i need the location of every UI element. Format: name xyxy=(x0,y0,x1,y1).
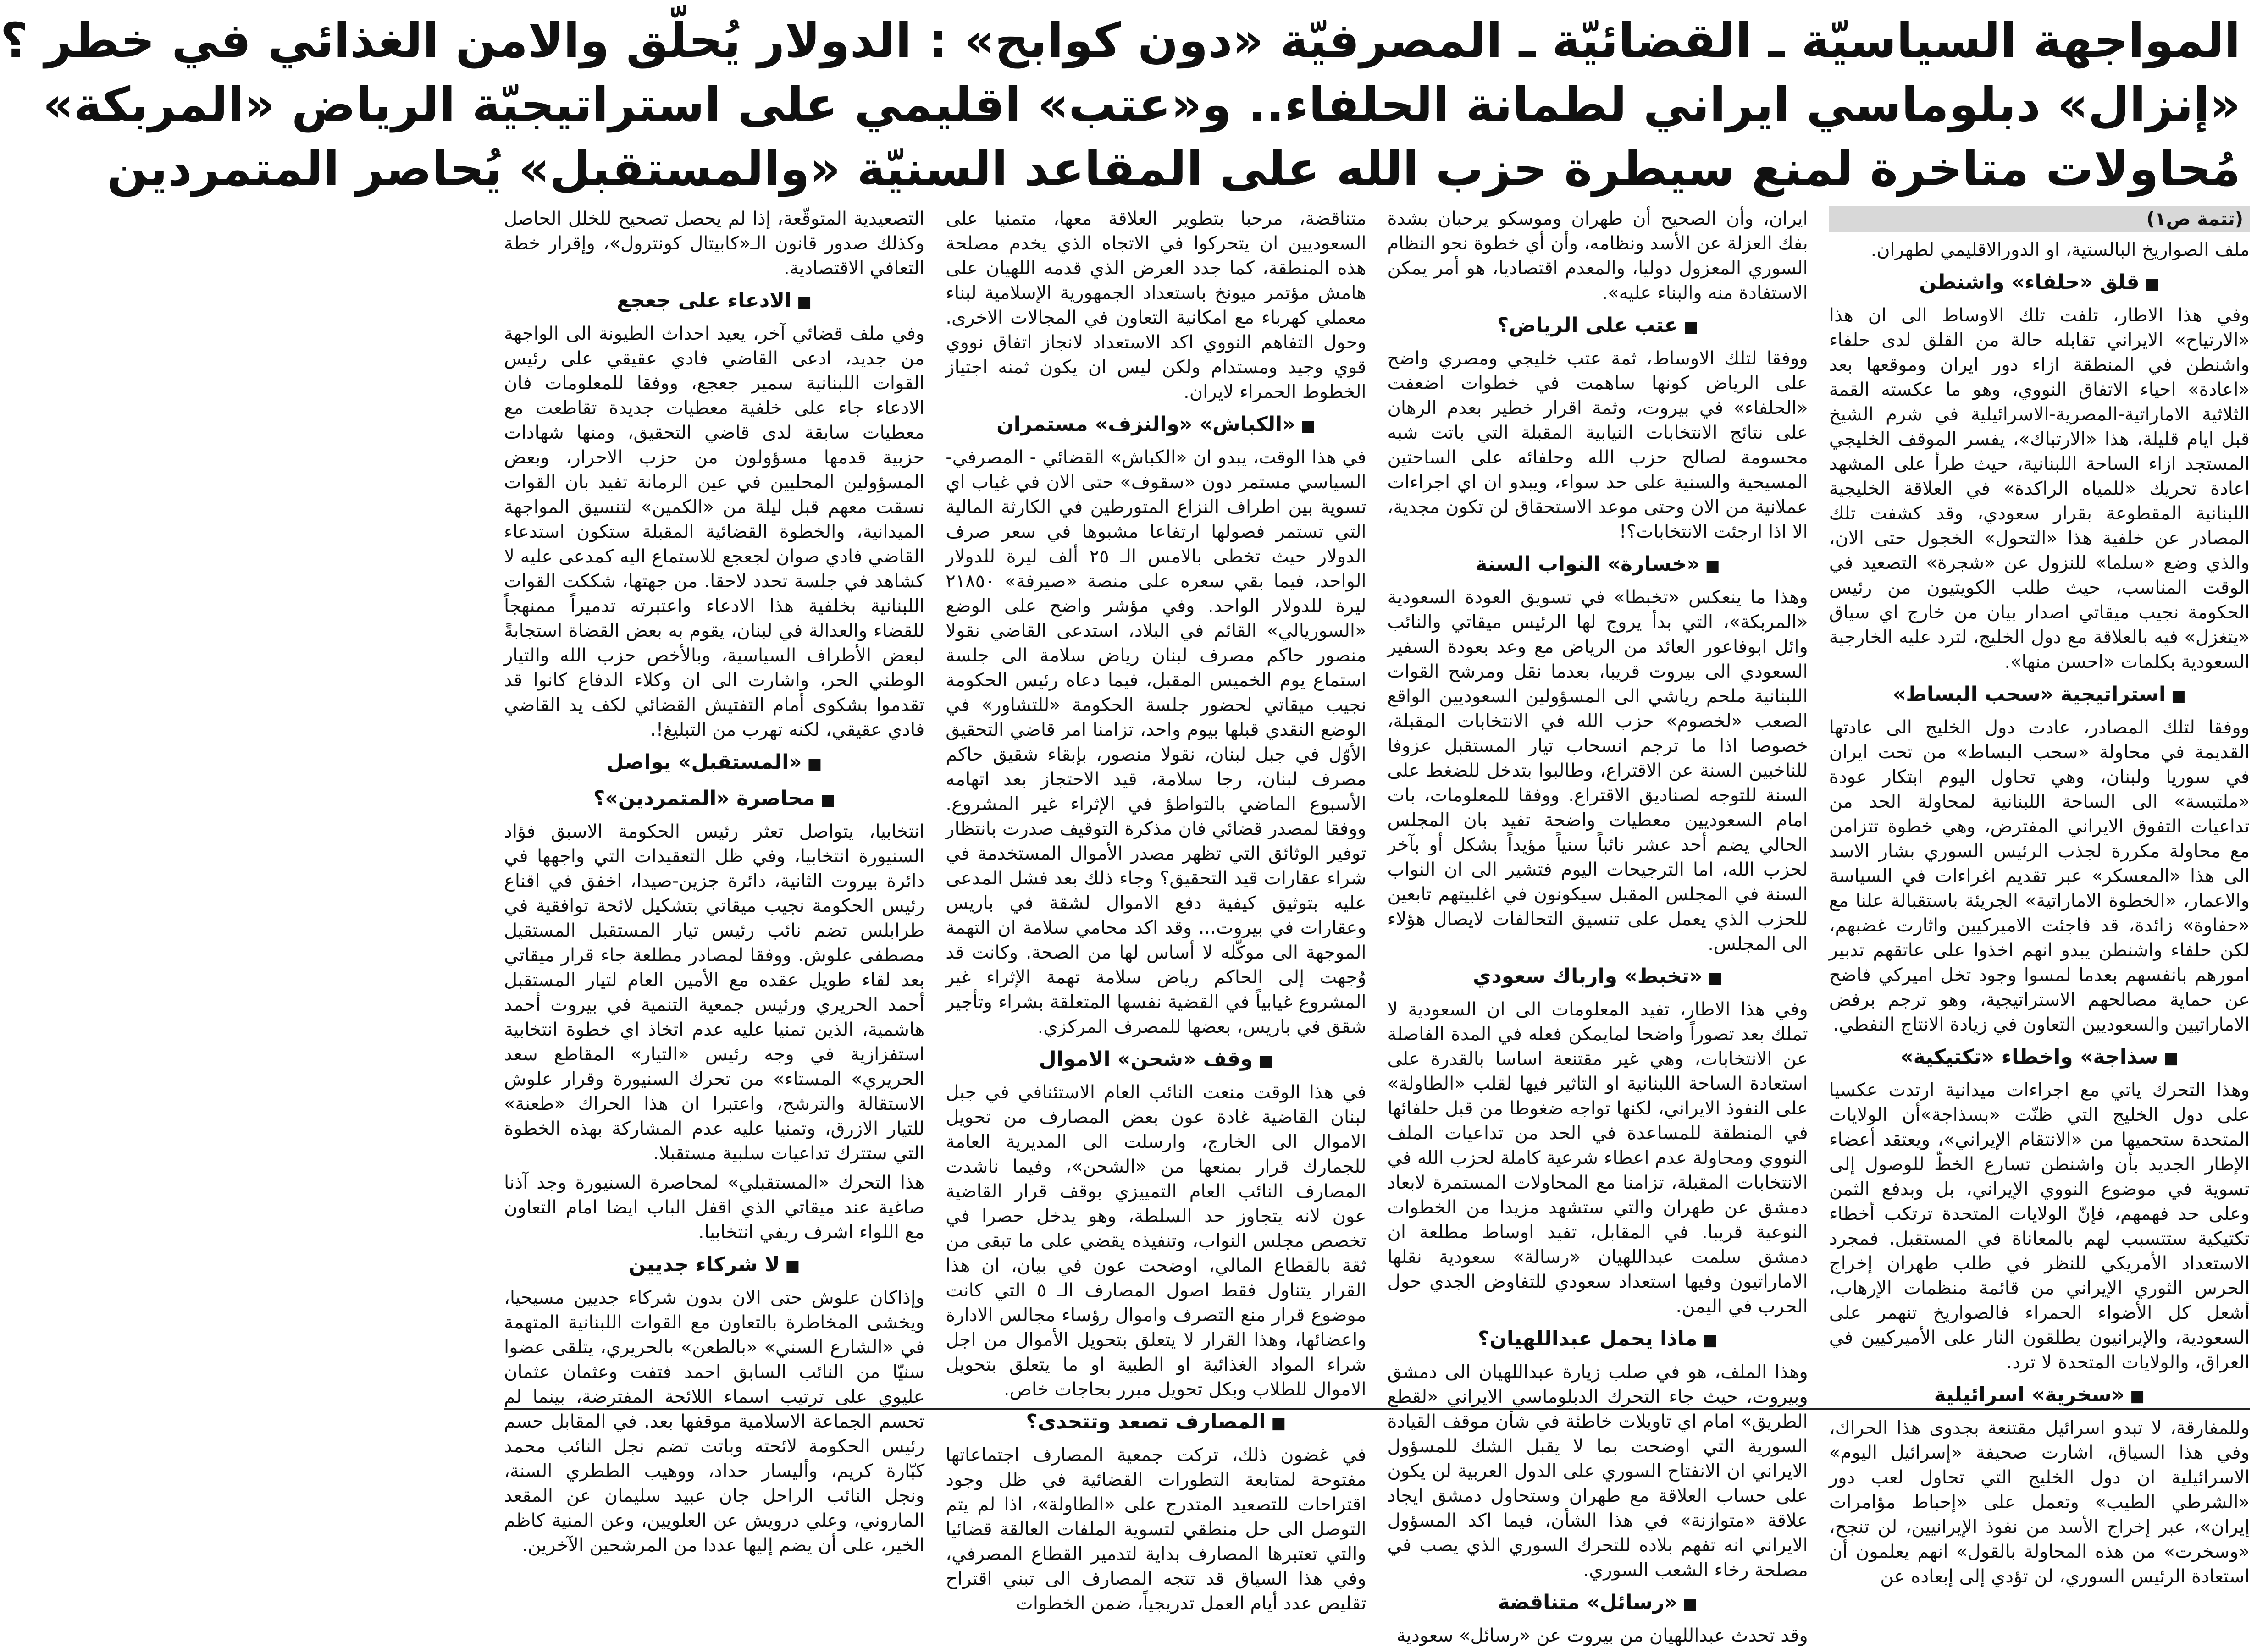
subheading: ■ قلق «حلفاء» واشنطن xyxy=(1829,267,2250,299)
column-1 xyxy=(1829,206,2250,1587)
subheading: ■ «خسارة» النواب السنة xyxy=(1388,549,1808,581)
subheading: ■ عتب على الرياض؟ xyxy=(1388,310,1808,342)
subheading: ■ سذاجة» واخطاء «تكتيكية» xyxy=(1829,1042,2250,1074)
paragraph: وهذا الملف، هو في صلب زيارة عبداللهيان الى دمشق وبيروت، حيث جاء التحرك الدبلوماسي الايراني «لقطع الطريق» امام اي تاويلات خاطئة في شأن موقف القيادة السورية التي اوضحت بما لا يقبل الشك للمسؤول الايراني ان الانفتاح السوري على الدول العربية لن يكون على حساب العلاقة مع طهران وستحاول دمشق ايجاد علاقة «متوازنة» في هذا الشأن، فيما اكد المسؤول الايراني انه تفهم بلاده للتحرك السوري الذي يصب في مصلحة رخاء الشعب السوري. xyxy=(1387,1361,1808,1581)
paragraph: متناقضة، مرحبا بتطوير العلاقة معها، متمنيا على السعوديين ان يتحركوا في الاتجاه الذي يخدم مصلحة هذه المنطقة، كما جدد العرض الذي قدمه اللهيان على هامش مؤتمر ميونخ باستعداد الجمهورية الإسلامية لبناء معملي كهرباء مع امكانية التعاون في المجالات الاخرى. وحول التفاهم النووي اكد الاستعداد لانجاز اتفاق نووي قوي وجيد ومستدام ولكن ليس ان يكون ثمنه اجتياز الخطوط الحمراء لايران. xyxy=(946,208,1366,402)
column-3 xyxy=(946,206,1366,1614)
article-columns xyxy=(504,206,2250,1646)
subheading: ■ استراتيجية «سحب البساط» xyxy=(1829,679,2250,711)
paragraph: وهذا ما ينعكس «تخبطا» في تسويق العودة السعودية «المربكة»، التي بدأ يروج لها الرئيس ميقاتي والنائب وائل ابوفاعور العائد من الرياض مع وعد بعودة السفير السعودي الى بيروت قريبا، بعدما نقل ومرشح القوات اللبنانية ملحم رياشي الى المسؤولين السعوديين الواقع الصعب «لخصوم» حزب الله في الانتخابات المقبلة، خصوصا اذا ما ترجم انسحاب تيار المستقبل عزوفا للناخبين السنة عن الاقتراع، وطالبوا بتدخل للضغط على السنة للتوجه لصناديق الاقتراع. ووفقا للمعلومات، بات امام السعوديين معطيات واضحة تفيد بان المجلس الحالي يضم أحد عشر نائباً سنياً مؤيداً بشكل أو بآخر لحزب الله، اما الترجيحات اليوم فتشير الى ان النواب السنة في المجلس المقبل سيكونون في اغلبيتهم تابعين للحزب الذي يعمل على تنسيق التحالفات لايصال هؤلاء الى المجلس. xyxy=(1387,587,1808,954)
paragraph: التصعيدية المتوقّعة، إذا لم يحصل تصحيح للخلل الحاصل وكذلك صدور قانون الـ«كابيتال كونترول»، وإقرار خطة التعافي الاقتصادية. xyxy=(504,208,925,279)
paragraph: انتخابيا، يتواصل تعثر رئيس الحكومة الاسبق فؤاد السنيورة انتخابيا، وفي ظل التعقيدات التي واجهها في دائرة بيروت الثانية، دائرة جزين-صيدا، اخفق في اقناع رئيس الحكومة نجيب ميقاتي بتشكيل لائحة توافقية في طرابلس تضم نائب رئيس تيار المستقبل المستقيل مصطفى علوش. ووفقا لمصادر مطلعة جاء قرار ميقاتي بعد لقاء طويل عقده مع الأمين العام لتيار المستقبل أحمد الحريري ورئيس جمعية التنمية في بيروت أحمد هاشمية، الذين تمنيا عليه عدم اتخاذ اي خطوة انتخابية استفزازية في وجه رئيس «التيار» المقاطع سعد الحريري» المستاء» من تحرك السنيورة وقرار علوش الاستقالة والترشح، واعتبرا ان هذا الحراك «طعنة» للتيار الازرق، وتمنيا عليه عدم المشاركة بهذه الخطوة التي ستترك تداعيات سلبية مستقبلا. xyxy=(504,821,925,1164)
column-2 xyxy=(1387,206,1808,1646)
paragraph: وفي هذا الاطار، تلفت تلك الاوساط الى ان هذا «الارتياح» الايراني تقابله حالة من القلق لدى حلفاء واشنطن في المنطقة ازاء دور ايران وموقعها بعد «اعادة» احياء الاتفاق النووي، وهو ما عكسته القمة الثلاثية الاماراتية-المصرية-الاسرائيلية في شرم الشيخ قبل ايام قليلة، هذا «الارتباك»، يفسر الموقف الخليجي المستجد ازاء الساحة اللبنانية، حيث طرأ على المشهد اعادة تحريك «للمياه الراكدة» في العلاقة الخليجية اللبنانية المقطوعة بقرار سعودي، وقد كشفت تلك المصادر عن خلفية هذا «التحول» الخجول حتى الان، والذي وضع «سلما» للنزول عن «شجرة» التصعيد في الوقت المناسب، حيث طلب الكويتيون من رئيس الحكومة نجيب ميقاتي اصدار بيان من خارج اي سياق «يتغزل» فيه بالعلاقة مع دول الخليج، لترد عليه الخارجية السعودية بكلمات «احسن منها». xyxy=(1829,305,2250,672)
subheading: ■ «المستقبل» يواصل xyxy=(504,747,924,779)
subheading: ■ المصارف تصعد وتتحدى؟ xyxy=(946,1406,1366,1439)
bottom-divider xyxy=(504,1408,2250,1410)
paragraph: وفي هذا الاطار، تفيد المعلومات الى ان السعودية لا تملك بعد تصوراً واضحا لمايمكن فعله في المدة الفاصلة عن الانتخابات، وهي غير مقتنعة اساسا بالقدرة على استعادة الساحة اللبنانية او التاثير فيها لقلب «الطاولة» على النفوذ الايراني، لكنها تواجه ضغوطا من قبل حلفائها في المنطقة للمساعدة في الحد من تداعيات الملف النووي ومحاولة عدم اعطاء شرعية كاملة لحزب الله في الانتخابات المقبلة، تزامنا مع المحاولات المستمرة لابعاد دمشق عن طهران والتي ستشهد مزيدا من الخطوات النوعية قريبا. في المقابل، تفيد اوساط مطلعة ان دمشق سلمت عبداللهيان «رسالة» سعودية نقلها الاماراتيون وفيها استعداد سعودي للتفاوض الجدي حول الحرب في اليمن. xyxy=(1387,999,1808,1317)
third-headline: مُحاولات متاخرة لمنع سيطرة حزب الله على المقاعد السنيّة «والمستقبل» يُحاصر المتمردين xyxy=(106,141,2240,197)
subheading: ■ ماذا يحمل عبداللهيان؟ xyxy=(1388,1323,1808,1356)
paragraph: وللمفارقة، لا تبدو اسرائيل مقتنعة بجدوى هذا الحراك، وفي هذا السياق، اشارت صحيفة «إسرائيل اليوم» الاسرائيلية ان دول الخليج التي تحاول لعب دور «الشرطي الطيب» وتعمل على «إحباط مؤامرات إيران»، عبر إخراج الأسد من نفوذ الإيرانيين، لن تنجح، «وسخرت» من هذه المحاولة بالقول» انهم يعلمون أن استعادة الرئيس السوري، لن تؤدي إلى إبعاده عن xyxy=(1829,1417,2250,1587)
paragraph: في غضون ذلك، تركت جمعية المصارف اجتماعاتها مفتوحة لمتابعة التطورات القضائية في ظل وجود اقتراحات للتصعيد المتدرج على «الطاولة»، اذا لم يتم التوصل الى حل منطقي لتسوية الملفات العالقة قضائيا والتي تعتبرها المصارف بداية لتدمير القطاع المصرفي، وفي هذا السياق قد تتجه المصارف الى تبني اقتراح تقليص عدد أيام العمل تدريجياً، ضمن الخطوات xyxy=(946,1444,1366,1614)
subheading: ■ الادعاء على جعجع xyxy=(504,285,924,318)
paragraph: وهذا التحرك ياتي مع اجراءات ميدانية ارتدت عكسيا على دول الخليج التي ظنّت «بسذاجة»أن الولايات المتحدة ستحميها من «الانتقام الإيراني»، ويعتقد أعضاء الإطار الجديد بأن واشنطن تسارع الخطّ للوصول إلى تسوية في موضوع النووي الإيراني، بل وبدفع الثمن وعلى حد فهمهم، فإنّ الولايات المتحدة ترتكب أخطاء تكتيكية ستتسبب لهم بالمعاناة في المستقبل. فمجرد الاستعداد الأمريكي للنظر في طلب طهران إخراج الحرس الثوري الإيراني من قائمة منظمات الإرهاب، أشعل كل الأضواء الحمراء فالصواريخ تنهمر على السعودية، والإيرانيون يطلقون النار على الأميركيين في العراق، والولايات المتحدة لا ترد. xyxy=(1829,1080,2250,1373)
subheading: ■ «سخرية» اسرائيلية xyxy=(1829,1379,2250,1412)
paragraph: هذا التحرك «المستقبلي» لمحاصرة السنيورة وجد آذنا صاغية عند ميقاتي الذي اقفل الباب ايضا امام التعاون مع اللواء اشرف ريفي انتخابيا. xyxy=(504,1172,925,1243)
subheading: ■ لا شركاء جديين xyxy=(504,1249,924,1282)
subheading: ■ وقف «شحن» الاموال xyxy=(946,1044,1366,1076)
column-4 xyxy=(504,206,925,1556)
subheading: ■ «تخبط» وارباك سعودي xyxy=(1388,961,1808,993)
subheading: ■ «رسائل» متناقضة xyxy=(1388,1587,1808,1620)
paragraph: ووفقا لتلك المصادر، عادت دول الخليج الى عادتها القديمة في محاولة «سحب البساط» من تحت ايران في سوريا ولبنان، وهي تحاول اليوم ابتكار عودة «ملتبسة» الى الساحة اللبنانية لمحاولة الحد من تداعيات التفوق الايراني المفترض، وهي خطوة تتزامن مع محاولة مكررة لجذب الرئيس السوري بشار الاسد الى هذا «المعسكر» عبر تقديم اغراءات في السياسة والاعمار، «الخطوة الاماراتية» الجريئة باستقبالة علنا مع «حفاوة» زائدة، قد فاجئت الاميركيين واثارت غضبهم، لكن حلفاء واشنطن يبدو انهم اخذوا على عاتقهم تدبير امورهم بانفسهم بعدما لمسوا وجود تخل اميركي فاضح عن حماية مصالحهم الاستراتيجية، وهو ترجم برفض الاماراتيين والسعوديين التعاون في زيادة الانتاج النفطي. xyxy=(1829,717,2250,1035)
subheading: ■ محاصرة «المتمردين»؟ xyxy=(504,783,924,816)
headline-block xyxy=(0,8,2240,201)
subheading: ■ «الكباش» «والنزف» مستمران xyxy=(946,409,1366,441)
main-headline: المواجهة السياسيّة ـ القضائيّة ـ المصرفيّة «دون كوابح» : الدولار يُحلّق والامن الغذائي في خطر ؟ xyxy=(0,12,2240,68)
second-headline: «إنزال» دبلوماسي ايراني لطمانة الحلفاء.. و«عتب» اقليمي على استراتيجيّة الرياض «المربكة» xyxy=(43,77,2240,132)
paragraph: ووفقا لتلك الاوساط، ثمة عتب خليجي ومصري واضح على الرياض كونها ساهمت في خطوات اضعفت «الحلفاء» في بيروت، وثمة اقرار خطير بعدم الرهان على نتائج الانتخابات النيابية المقبلة التي باتت شبه محسومة لصالح حزب الله وحلفائه على الساحتين المسيحية والسنية على حد سواء، ويبدو ان اي اجراءات عملانية من الان وحتى موعد الاستحقاق لن تكون مجدية، الا اذا ارجئت الانتخابات؟! xyxy=(1387,348,1808,542)
paragraph: وفي ملف قضائي آخر، يعيد احداث الطيونة الى الواجهة من جديد، ادعى القاضي فادي عقيقي على رئيس القوات اللبنانية سمير جعجع، ووفقا للمعلومات فان الادعاء جاء على خلفية معطيات جديدة تقاطعت مع معطيات سابقة لدى قاضي التحقيق، ومنها شهادات حزبية قدمها مسؤولون من حزب الاحرار، وبعض المسؤولين المحليين في عين الرمانة تفيد بان القوات نسقت معهم قبل ليلة من «الكمين» لتنسيق المواجهة الميدانية، والخطوة القضائية المقبلة ستكون استدعاء القاضي فادي صوان لجعجع للاستماع اليه كمدعى عليه لا كشاهد في جلسة تحدد لاحقا. من جهتها، شككت القوات اللبنانية بخلفية هذا الادعاء واعتبرته تدميراً ممنهجاً للقضاء والعدالة في لبنان، يقوم به بعض القضاة استجابةً لبعض الأطراف السياسية، وبالأخص حزب الله والتيار الوطني الحر، واشارت الى ان وكلاء الدفاع كانوا قد تقدموا بشكوى أمام التفتيش القضائي لكف يد القاضي فادي عقيقي، لكنه تهرب من التبليغ!. xyxy=(504,323,925,740)
paragraph: وإذاكان علوش حتى الان بدون شركاء جديين مسيحيا، ويخشى المخاطرة بالتعاون مع القوات اللبنانية المتهمة في «الشارع السني» «بالطعن» بالحريري، يتلقى عضوا سنيّا من النائب السابق احمد فتفت وعثمان عثمان عليوي على ترتيب اسماء اللائحة المفترضة، بينما لم تحسم الجماعة الاسلامية موقفها بعد. في المقابل حسم رئيس الحكومة لائحته وباتت تضم نجل النائب محمد كبّارة كريم، وأليسار حداد، ووهيب الططري السنة، ونجل النائب الراحل جان عبيد سليمان عن المقعد الماروني، وعلي درويش عن العلويين، وعن المنية كاظم الخير، على أن يضم إليها عددا من المرشحين الآخرين. xyxy=(504,1287,925,1556)
paragraph: في هذا الوقت منعت النائب العام الاستئنافي في جبل لبنان القاضية غادة عون بعض المصارف من تحويل الاموال الى الخارج، وارسلت الى المديرية العامة للجمارك قرار بمنعها من «الشحن»، وفيما ناشدت المصارف النائب العام التمييزي بوقف قرار القاضية عون لانه يتجاوز حد السلطة، وهو يدخل حصرا في تخصص مجلس النواب، وتنفيذه يقضي على ما تبقى من ثقة بالقطاع المالي، اوضحت عون في بيان، ان هذا القرار يتناول فقط اصول المصارف الـ ٥ التي كانت موضوع قرار منع التصرف واموال رؤساء مجالس الادارة واعضائها، وهذا القرار لا يتعلق بتحويل الأموال من اجل شراء المواد الغذائية او الطبية او ما يتعلق بتحويل الاموال للطلاب وبكل تحويل مبرر بحاجات خاص. xyxy=(946,1082,1366,1400)
continued-label: (تتمة ص١) xyxy=(1829,206,2250,232)
paragraph: في هذا الوقت، يبدو ان «الكباش» القضائي - المصرفي- السياسي مستمر دون «سقوف» حتى الان في غياب اي تسوية بين اطراف النزاع المتورطين في الكارثة المالية التي تستمر فصولها ارتفاعا مشبوها في سعر صرف الدولار حيث تخطى بالامس الـ ٢٥ ألف ليرة للدولار الواحد، فيما بقي سعره على منصة «صيرفة» ٢١٨٥٠ ليرة للدولار الواحد. وفي مؤشر واضح على الوضع «السوريالي» القائم في البلاد، استدعى القاضي نقولا منصور حاكم مصرف لبنان رياض سلامة الى جلسة استماع يوم الخميس المقبل، فيما دعاه رئيس الحكومة نجيب ميقاتي لحضور جلسة الحكومة «للتشاور» في الوضع النقدي قبلها بيوم واحد، تزامنا امر قاضي التحقيق الأوّل في جبل لبنان، نقولا منصور، بإبقاء شقيق حاكم مصرف لبنان، رجا سلامة، قيد الاحتجاز بعد اتهامه الأسبوع الماضي بالتواطؤ في الإثراء غير المشروع. ووفقا لمصدر قضائي فان مذكرة التوقيف صدرت بانتظار توفير الوثائق التي تظهر مصدر الأموال المستخدمة في شراء عقارات قيد التحقيق؟ وجاء ذلك بعد فشل المدعى عليه بتوثيق كيفية دفع الاموال لشقة في باريس وعقارات في بيروت... وقد اكد محامي سلامة ان التهمة الموجهة الى موكّله لا أساس لها من الصحة. وكانت قد وُجهت إلى الحاكم رياض سلامة تهمة الإثراء غير المشروع غيابياً في القضية نفسها المتعلقة بشراء وتأجير شقق في باريس، بعضها للمصرف المركزي. xyxy=(946,447,1366,1037)
paragraph: ايران، وأن الصحيح أن طهران وموسكو يرحبان بشدة بفك العزلة عن الأسد ونظامه، وأن أي خطوة نحو النظام السوري المعزول دوليا، والمعدم اقتصاديا، هو أمر يمكن الاستفادة منه والبناء عليه». xyxy=(1387,208,1808,303)
paragraph: ملف الصواريخ البالستية، او الدورالاقليمي لطهران. xyxy=(1870,239,2250,260)
paragraph: وقد تحدث عبداللهيان من بيروت عن «رسائل» سعودية xyxy=(1396,1625,1808,1646)
